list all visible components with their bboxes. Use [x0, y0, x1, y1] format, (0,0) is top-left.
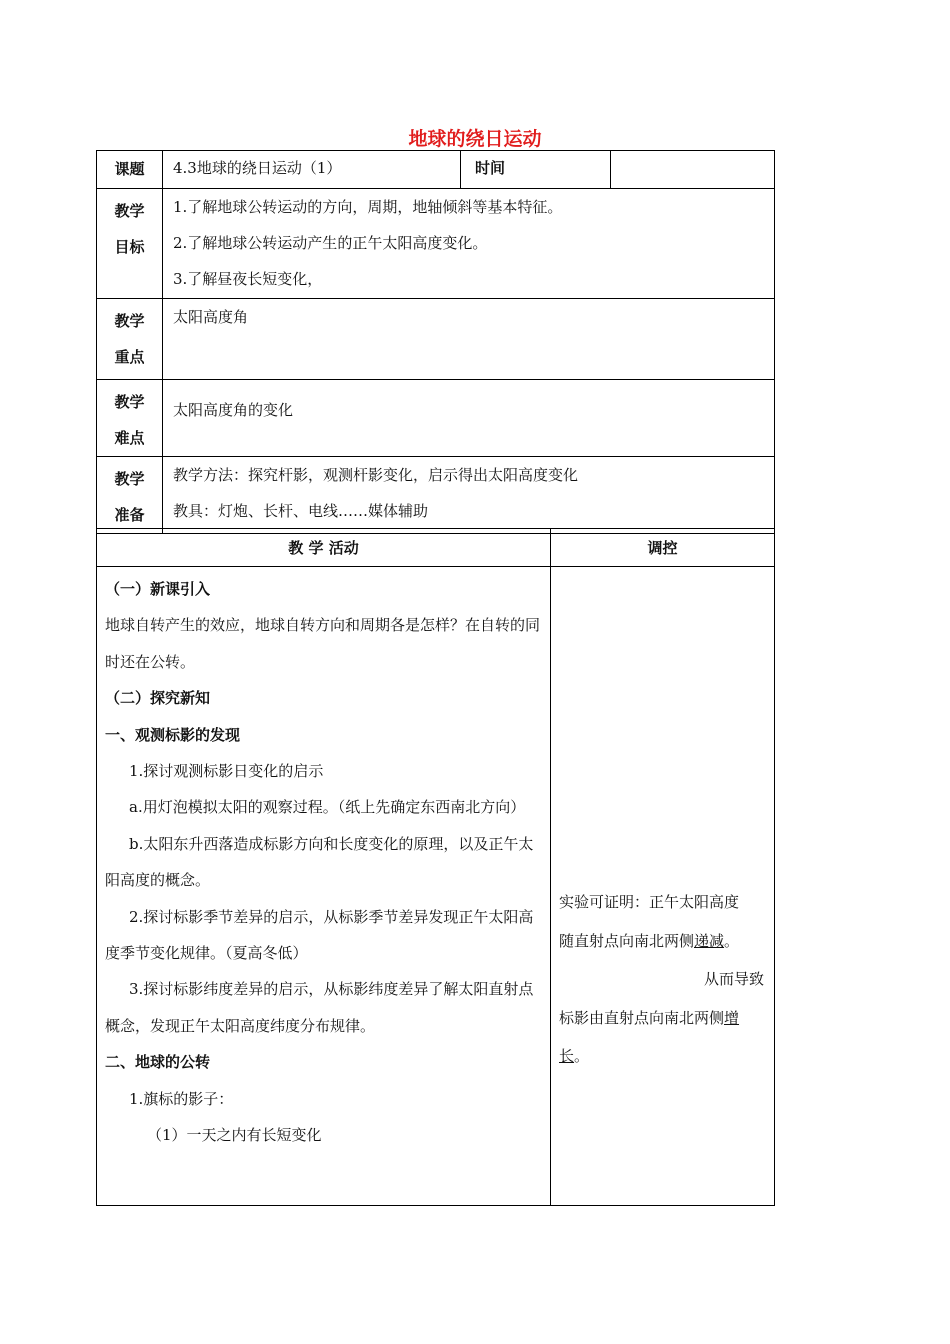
control-line: 实验可证明：正午太阳高度	[559, 893, 740, 911]
time-label: 时间	[461, 151, 611, 189]
section-heading: （一）新课引入	[105, 580, 211, 598]
subject-label: 课题	[97, 151, 163, 189]
list-item: a.用灯泡模拟太阳的观察过程。（纸上先确定东西南北方向）	[129, 798, 526, 817]
subject-value: 4.3地球的绕日运动（1）	[163, 151, 461, 189]
control-line: 长。	[559, 1047, 590, 1065]
goals-label: 教学 目标	[97, 189, 163, 299]
row-prep	[97, 457, 775, 534]
difficulty-value: 太阳高度角的变化	[163, 380, 775, 457]
difficulty-label: 教学 难点	[97, 380, 163, 457]
list-item: 2.探讨标影季节差异的启示，从标影季节差异发现正午太阳高度季节变化规律。（夏高冬低）	[105, 907, 534, 963]
page-title: 地球的绕日运动	[408, 128, 542, 150]
control-line: 标影由直射点向南北两侧增	[559, 1008, 740, 1027]
goal-line: 1.了解地球公转运动的方向，周期，地轴倾斜等基本特征。	[173, 198, 563, 216]
list-item: 1.探讨观测标影日变化的启示	[129, 762, 324, 781]
prep-line: 教具：灯炮、长杆、电线……媒体辅助	[173, 502, 429, 520]
list-item: （1）一天之内有长短变化	[147, 1126, 322, 1145]
activity-body-row	[97, 567, 775, 1206]
control-line: 随直射点向南北两侧递减。	[559, 931, 740, 950]
control-line: 从而导致	[703, 970, 764, 988]
activity-header-row	[97, 529, 775, 567]
row-focus	[97, 299, 775, 380]
activity-content	[97, 567, 551, 1206]
prep-line: 教学方法：探究杆影，观测杆影变化，启示得出太阳高度变化	[173, 466, 579, 484]
focus-value: 太阳高度角	[163, 299, 775, 380]
paragraph: 地球自转产生的效应，地球自转方向和周期各是怎样？在自转的同时还在公转。	[105, 616, 541, 671]
section-heading: （二）探究新知	[105, 689, 211, 708]
prep-label: 教学 准备	[97, 457, 163, 534]
activity-column-header: 教 学 活动	[97, 529, 551, 567]
prep-content	[163, 457, 775, 534]
part-heading: 二、地球的公转	[105, 1053, 211, 1072]
goal-line: 2.了解地球公转运动产生的正午太阳高度变化。	[173, 234, 488, 252]
activity-table	[96, 528, 775, 1206]
goals-content	[163, 189, 775, 299]
goal-line: 3.了解昼夜长短变化，	[173, 270, 323, 288]
control-content	[551, 567, 775, 1206]
focus-label: 教学 重点	[97, 299, 163, 380]
control-column-header: 调控	[551, 529, 775, 567]
time-value	[611, 151, 775, 189]
list-item: 3.探讨标影纬度差异的启示，从标影纬度差异了解太阳直射点概念，发现正午太阳高度纬度分布规律。	[105, 980, 534, 1035]
part-heading: 一、观测标影的发现	[105, 725, 241, 744]
lesson-info-table	[96, 150, 775, 534]
row-goals	[97, 189, 775, 299]
list-item: 1.旗标的影子：	[129, 1089, 234, 1108]
row-subject	[97, 151, 775, 189]
row-difficulty	[97, 380, 775, 457]
list-item: b.太阳东升西落造成标影方向和长度变化的原理，以及正午太阳高度的概念。	[105, 834, 534, 890]
